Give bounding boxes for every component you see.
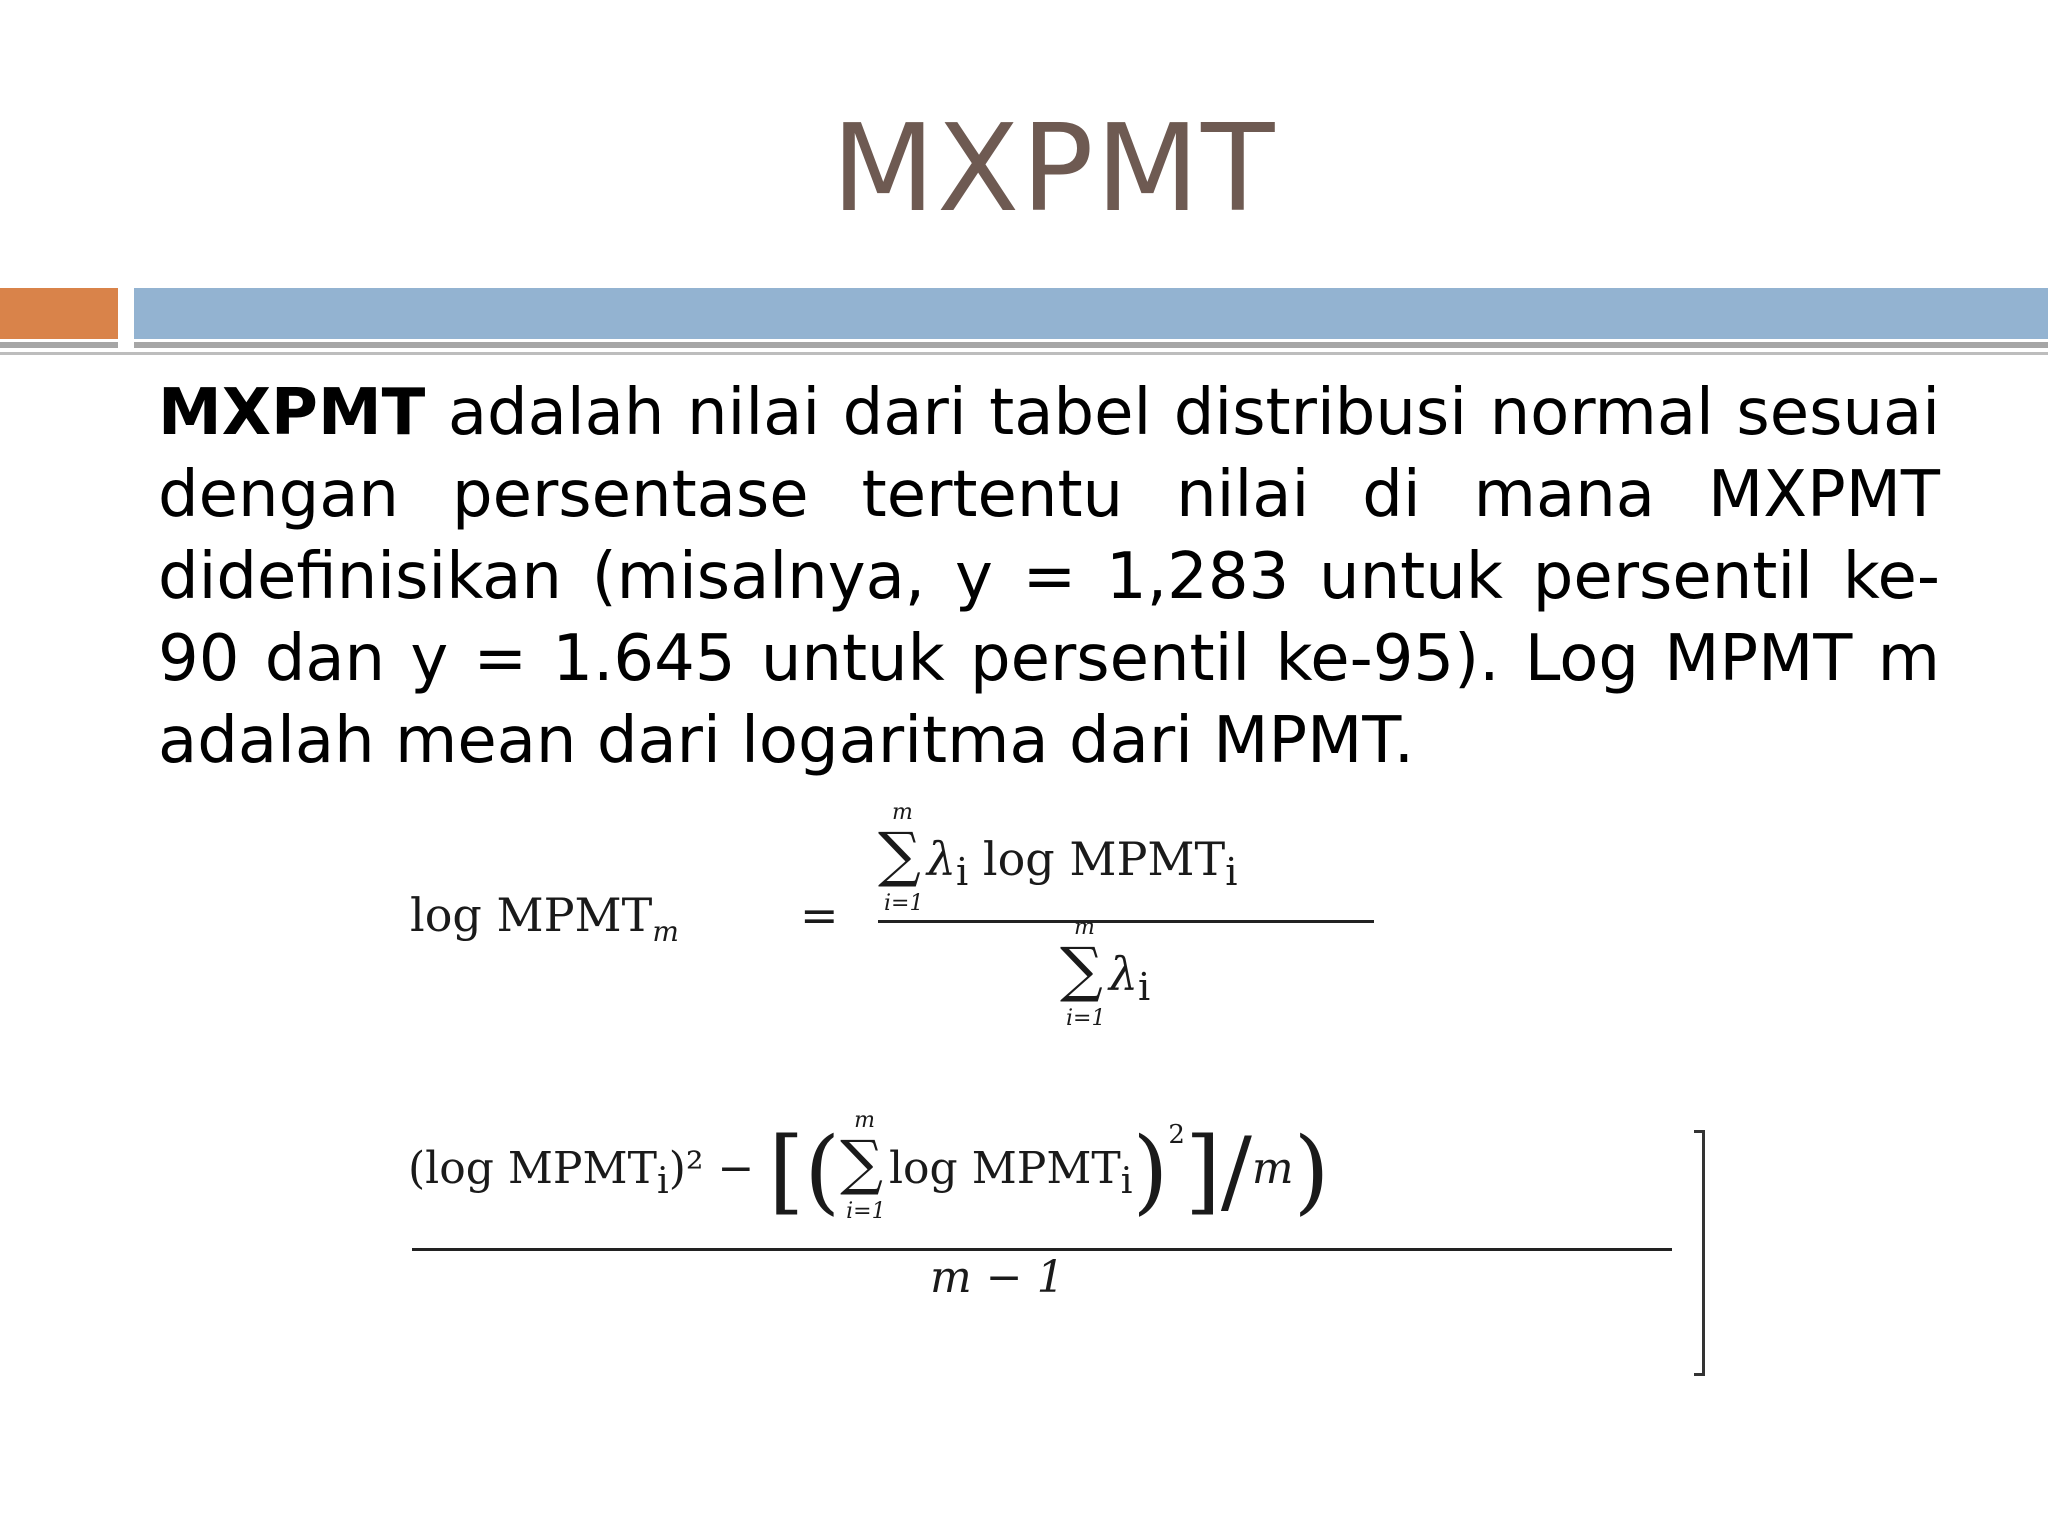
- formula2-close: ): [1132, 1117, 1169, 1225]
- formula1-numerator: [878, 800, 1238, 916]
- formula2-m: m: [1251, 1143, 1294, 1194]
- formula1-lhs-sub: m: [652, 915, 679, 949]
- formula1-num-sigma: ∑ m i=1: [878, 800, 924, 916]
- formula2-numerator: [408, 1108, 1330, 1225]
- divider-rule-right: [134, 342, 2048, 348]
- formula2-lead-sub: i: [656, 1158, 669, 1202]
- body-text: adalah nilai dari tabel distribusi normal sesuai dengan persentase tertentu nilai di mana MXPMT didefinisikan (misalnya, y = 1,283 untuk persentil ke-90 dan y = 1.645 untuk persentil ke-95). Log MPMT m adalah mean dari logaritma dari MPMT.: [158, 376, 1940, 778]
- divider-rule-thin: [0, 352, 2048, 355]
- formula1-den-sigma: ∑ m i=1: [1060, 915, 1106, 1031]
- formula2-sigma-sub: i=1: [846, 1199, 886, 1224]
- formula1-den-sigma-sub: i=1: [1066, 1006, 1106, 1031]
- body-paragraph: [158, 372, 1940, 782]
- divider-rule-left: [0, 342, 118, 348]
- formula2-bracket: [1694, 1130, 1705, 1376]
- formula1-denominator: [1060, 915, 1151, 1031]
- formula1-den-lambda: λ: [1108, 947, 1138, 1001]
- formula1-num-text: log MPMT: [982, 832, 1226, 886]
- formula2-close-sup: 2: [1168, 1120, 1185, 1150]
- accent-bar-blue: [134, 288, 2048, 339]
- formula1-num-lambda: λ: [926, 832, 956, 886]
- formula1-den-lambda-sub: i: [1138, 965, 1151, 1011]
- formula2-sigma: ∑ m i=1: [840, 1108, 886, 1224]
- formula1-num-lambda-sub: i: [956, 850, 969, 896]
- formula2-end: ): [1293, 1117, 1330, 1225]
- formula1-num-sigma-sup: m: [892, 800, 913, 825]
- formula2-sigma-sup: m: [854, 1108, 876, 1133]
- body-term: MXPMT: [158, 376, 426, 450]
- formula2-fraction-line: [412, 1248, 1672, 1251]
- formula2-lead-tail: )² −: [668, 1143, 769, 1194]
- formula2-close2: ]: [1184, 1117, 1221, 1225]
- formula1-den-sigma-sup: m: [1074, 915, 1095, 940]
- formula1-num-text-sub: i: [1225, 850, 1238, 896]
- formula1-lhs-text: log MPMT: [410, 888, 653, 942]
- slide-title: MXPMT: [831, 100, 1277, 239]
- formula2-open: [(: [768, 1117, 841, 1225]
- formula1-num-sigma-sub: i=1: [884, 891, 924, 916]
- formula2-inner: log MPMT: [888, 1143, 1121, 1194]
- formula2-inner-sub: i: [1120, 1158, 1133, 1202]
- formula2-denominator: m − 1: [930, 1252, 1065, 1303]
- accent-bar-orange: [0, 288, 118, 339]
- formula1-fraction-line: [878, 920, 1374, 923]
- formula1-lhs: [410, 888, 679, 948]
- formula2-slash: /: [1220, 1117, 1252, 1225]
- formula2-lead: (log MPMT: [408, 1143, 657, 1194]
- formula1-equals: =: [800, 888, 839, 942]
